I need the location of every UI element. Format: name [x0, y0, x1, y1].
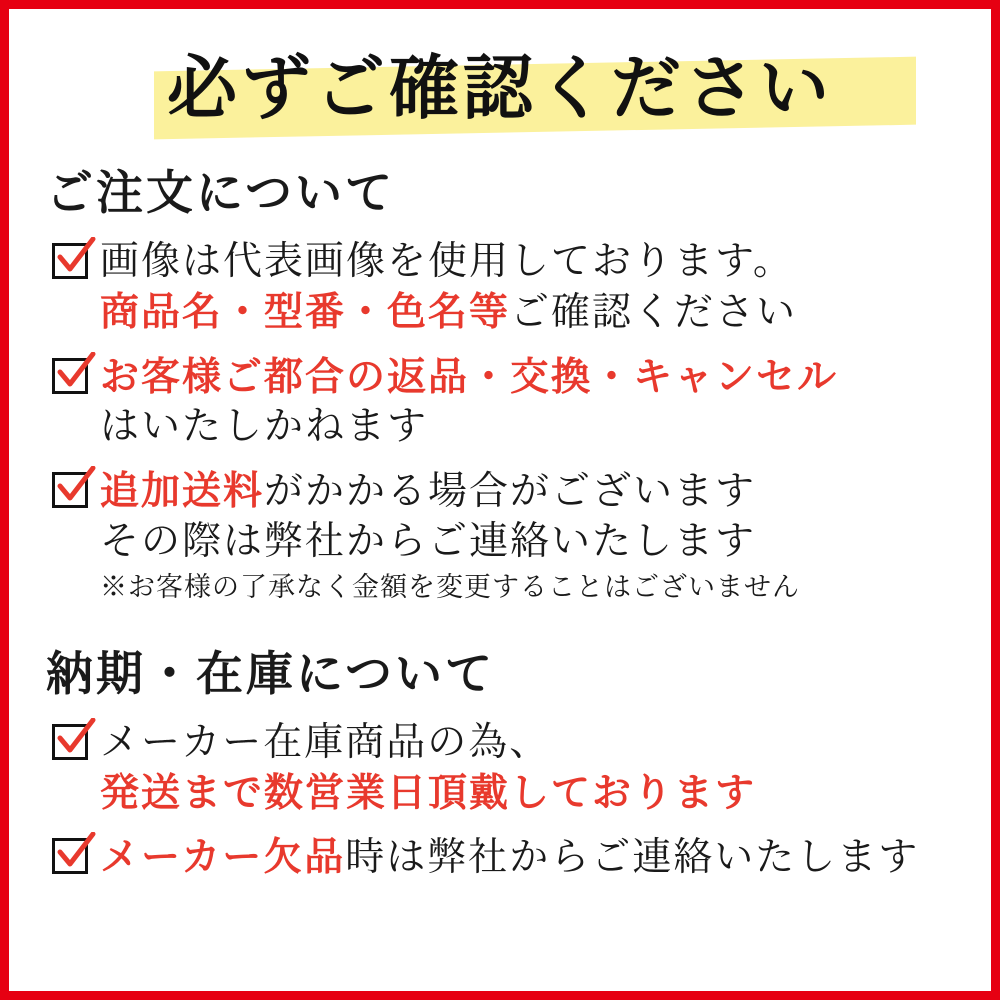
item-line-2: その際は弊社からご連絡いたします [100, 519, 757, 564]
item-line-1-black: 時は弊社からご連絡いたします [345, 835, 920, 880]
item-line-1 [100, 466, 966, 517]
item-line-1: 画像は代表画像を使用しております。 [100, 239, 794, 284]
item-line-2: はいたしかねます [100, 404, 429, 449]
list-item [52, 352, 966, 452]
item-line-2 [100, 287, 966, 338]
list-item-text [100, 352, 966, 452]
list-item [52, 718, 966, 818]
item-line-2-red: 商品名・型番・色名等 [100, 289, 511, 335]
item-line-1-red: 追加送料 [100, 468, 265, 514]
item-line-1 [100, 832, 966, 883]
list-item-text [100, 466, 966, 607]
list-item [52, 237, 966, 338]
item-line-2-black: ご確認ください [510, 290, 798, 335]
list-item-text [100, 718, 966, 818]
notice-content [0, 9, 1000, 991]
page-title-text: 必ずご確認ください [167, 46, 833, 129]
item-line-1-red: メーカー欠品 [100, 834, 346, 880]
section-heading-orders: ご注文について [46, 166, 396, 221]
item-note: ※お客様の了承なく金額を変更することはございません [100, 572, 800, 603]
checkbox-checked-icon [52, 243, 92, 283]
checkbox-checked-icon [52, 724, 92, 764]
checkbox-checked-icon [52, 358, 92, 398]
list-item-text [100, 832, 966, 883]
item-line-1: お客様ご都合の返品・交換・キャンセル [100, 354, 839, 400]
item-line-2: 発送まで数営業日頂戴しております [100, 770, 757, 816]
list-item-text [100, 237, 966, 338]
list-item [52, 466, 966, 607]
checkbox-checked-icon [52, 472, 92, 512]
section-heading-delivery: 納期・在庫について [46, 647, 496, 702]
page-title [34, 42, 966, 134]
item-line-1-black: がかかる場合がございます [264, 469, 757, 514]
checkbox-checked-icon [52, 838, 92, 878]
list-item [52, 832, 966, 883]
item-line-1: メーカー在庫商品の為、 [100, 720, 551, 765]
